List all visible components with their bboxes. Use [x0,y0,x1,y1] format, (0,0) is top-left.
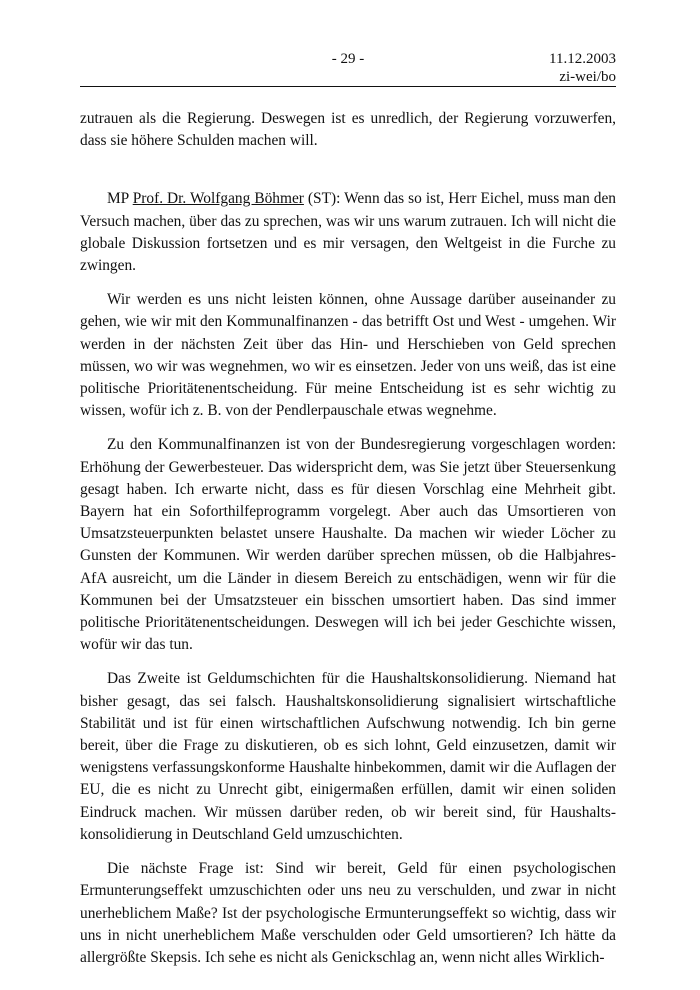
header-rule [80,86,616,87]
paragraph-kommunalfinanzen: Wir werden es uns nicht leisten können, ohne Aussage darüber auseinander zu gehen, wie wir mit den Kommunalfinanzen - das betrifft Ost und West - umgehen. Wir werden in der nächsten Zeit über das Hin- und Herschieben von Geld sprechen müssen, wo wir was wegnehmen, wo wir es einsetzen. Jeder von uns weiß, das ist eine politische Prioritätenentscheidung. Für meine Entscheidung ist es sehr wichtig zu wissen, wofür ich z. B. von der Pendlerpauschale etwas wegnehme. [80,291,616,420]
speaker-name: Prof. Dr. Wolfgang Böhmer [132,190,304,208]
header-date: 11.12.2003 [549,51,616,67]
speaker-statement: (ST): Wenn das so ist, Herr Eichel, muss man den Versuch machen, über das zu sprechen, was wir uns warum zutrauen. Ich will nicht die globale Diskussion fortsetzen und es mir versagen, den Weltgeist in die Furche zu zwingen. [80,190,616,275]
paragraph-haushaltskonsolidierung: Das Zweite ist Geldumschichten für die Haushaltskonsolidierung. Niemand hat bisher gesagt, das sei falsch. Haushaltskonsolidierung signalisiert wirtschaftliche Stabilität und ist für einen wirtschaftlichen Aufschwung notwendig. Ich bin gerne bereit, über die Frage zu diskutieren, ob es sich lohnt, Geld einzusetzen, damit wir wenigstens verfassungskonforme Haushalte hinbekommen, damit wir die Auflagen der EU, die es nicht zu Unrecht gibt, einigermaßen erfüllen, damit wir einen soliden Eindruck machen. Wir müssen darüber reden, ob wir bereit sind, für Haushalts-konsolidierung in Deutschland Geld umzuschichten. [80,670,616,843]
document-body [80,108,616,981]
header-code: zi-wei/bo [559,69,616,85]
paragraph-ermunterungseffekt: Die nächste Frage ist: Sind wir bereit, Geld für einen psychologischen Ermunterungseffekt umzuschichten oder uns neu zu verschulden, und zwar in nicht unerheblichem Maße? Ist der psychologische Ermunterungseffekt so wichtig, dass wir uns in nicht unerheblichem Maße verschulden oder Geld umsortieren? Ich hätte da allergrößte Skepsis. Ich sehe es nicht als Genickschlag an, wenn nicht alles Wirklich- [80,860,616,966]
paragraph-gewerbesteuer: Zu den Kommunalfinanzen ist von der Bundesregierung vorgeschlagen worden: Erhöhung der Gewerbesteuer. Das widerspricht dem, was Sie jetzt über Steuersenkung gesagt haben. Ich erwarte nicht, dass es für diesen Vorschlag eine Mehrheit gibt. Bayern hat ein Soforthilfeprogramm vorgelegt. Aber auch das Umsortieren von Umsatzsteuerpunkten belastet unsere Haushalte. Da machen wir wieder Löcher zu Gunsten der Kommunen. Wir werden darüber sprechen müssen, ob die Halbjahres-AfA ausreicht, um die Länder in diesem Bereich zu entschädigen, wenn wir für die Kommunen bei der Umsatzsteuer ein bisschen umsortiert haben. Das sind immer politische Prioritätenentscheidungen. Deswegen will ich bei jeder Geschichte wissen, wofür wir das tun. [80,436,616,654]
paragraph-continuation: zutrauen als die Regierung. Deswegen ist es unredlich, der Regierung vorzuwerfen, dass sie höhere Schulden machen will. [80,110,616,150]
paragraph-speaker-boehmer [80,188,616,277]
page-number: - 29 - [331,51,365,67]
speaker-prefix: MP [107,190,133,208]
page-header [80,50,616,86]
header-meta [549,50,616,86]
